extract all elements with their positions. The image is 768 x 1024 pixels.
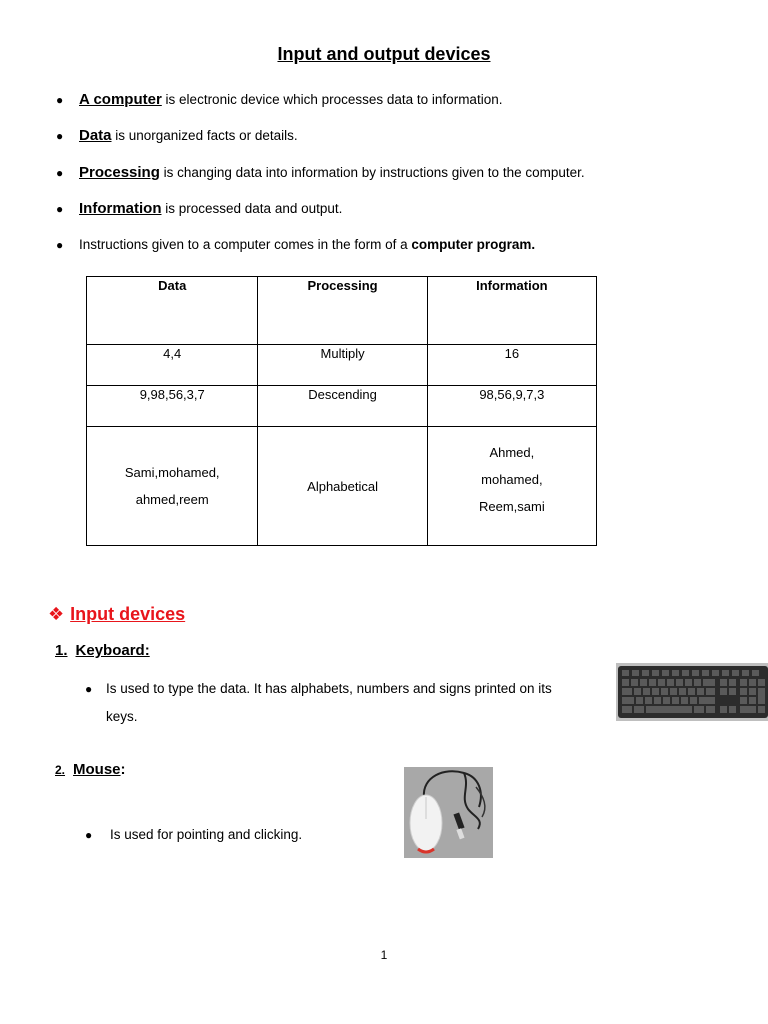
section-heading-input-devices (48, 604, 185, 625)
item-title: Keyboard: (75, 642, 150, 659)
page-number: 1 (380, 948, 388, 962)
description-line: Is used to type the data. It has alphabets, numbers and signs printed on its (106, 681, 552, 696)
term: Information (79, 200, 162, 217)
bullet-icon: ● (56, 202, 64, 216)
keyboard-image (616, 663, 768, 721)
bullet-icon: ● (56, 166, 64, 180)
definition-text: is unorganized facts or details. (111, 128, 298, 143)
term: A computer (79, 91, 162, 108)
definition-text: is electronic device which processes data to information. (161, 92, 503, 107)
bullet-icon: ● (56, 238, 64, 252)
header-information: Information (427, 277, 596, 345)
table-header-row (87, 277, 597, 345)
instructions-note (56, 235, 535, 255)
description-line: keys. (106, 709, 138, 724)
bullet-icon: ● (56, 93, 64, 107)
cell-information: 16 (427, 345, 596, 386)
cell-line: Ahmed, (489, 444, 535, 460)
cell-processing: Descending (258, 386, 427, 427)
item-number: 2. (55, 763, 66, 777)
cell-processing: Multiply (258, 345, 427, 386)
definition-computer (56, 90, 502, 110)
instructions-bold: computer program. (411, 237, 536, 252)
cell-line: Sami,mohamed, (124, 465, 220, 480)
definition-text: is changing data into information by instructions given to the computer. (159, 165, 585, 180)
item-heading-keyboard (55, 642, 150, 659)
table-row (87, 345, 597, 386)
term: Processing (79, 164, 160, 181)
cell-line: mohamed, (481, 471, 543, 487)
item-number: 1. (55, 642, 68, 659)
bullet-icon: ● (56, 129, 64, 143)
cell-data: 4,4 (87, 345, 258, 386)
item-title: Mouse (73, 761, 121, 778)
page-title: Input and output devices (277, 44, 491, 64)
table-row (87, 386, 597, 427)
instructions-text: Instructions given to a computer comes in the form of a (79, 237, 412, 252)
cell-information: 98,56,9,7,3 (427, 386, 596, 427)
mouse-description (85, 821, 302, 849)
item-heading-mouse (55, 761, 126, 778)
header-processing: Processing (258, 277, 427, 345)
definition-data (56, 126, 298, 146)
cell-line: Reem,sami (478, 498, 545, 514)
cell-processing: Alphabetical (258, 427, 427, 546)
cell-data: 9,98,56,3,7 (87, 386, 258, 427)
cell-data (87, 427, 258, 546)
item-title-suffix: : (120, 761, 126, 778)
cell-information (427, 427, 596, 546)
description-line: Is used for pointing and clicking. (110, 827, 303, 842)
cell-line: ahmed,reem (135, 492, 209, 507)
header-data: Data (87, 277, 258, 345)
mouse-image (404, 767, 493, 858)
data-processing-table (86, 276, 597, 546)
section-label: Input devices (70, 604, 186, 624)
table-row (87, 427, 597, 546)
diamond-bullet-icon: ❖ (48, 604, 65, 624)
bullet-icon: ● (85, 682, 93, 696)
definition-processing (56, 163, 585, 183)
bullet-icon: ● (85, 828, 93, 842)
definition-text: is processed data and output. (161, 201, 343, 216)
term: Data (79, 127, 112, 144)
definition-information (56, 199, 342, 219)
keyboard-description (85, 675, 552, 730)
